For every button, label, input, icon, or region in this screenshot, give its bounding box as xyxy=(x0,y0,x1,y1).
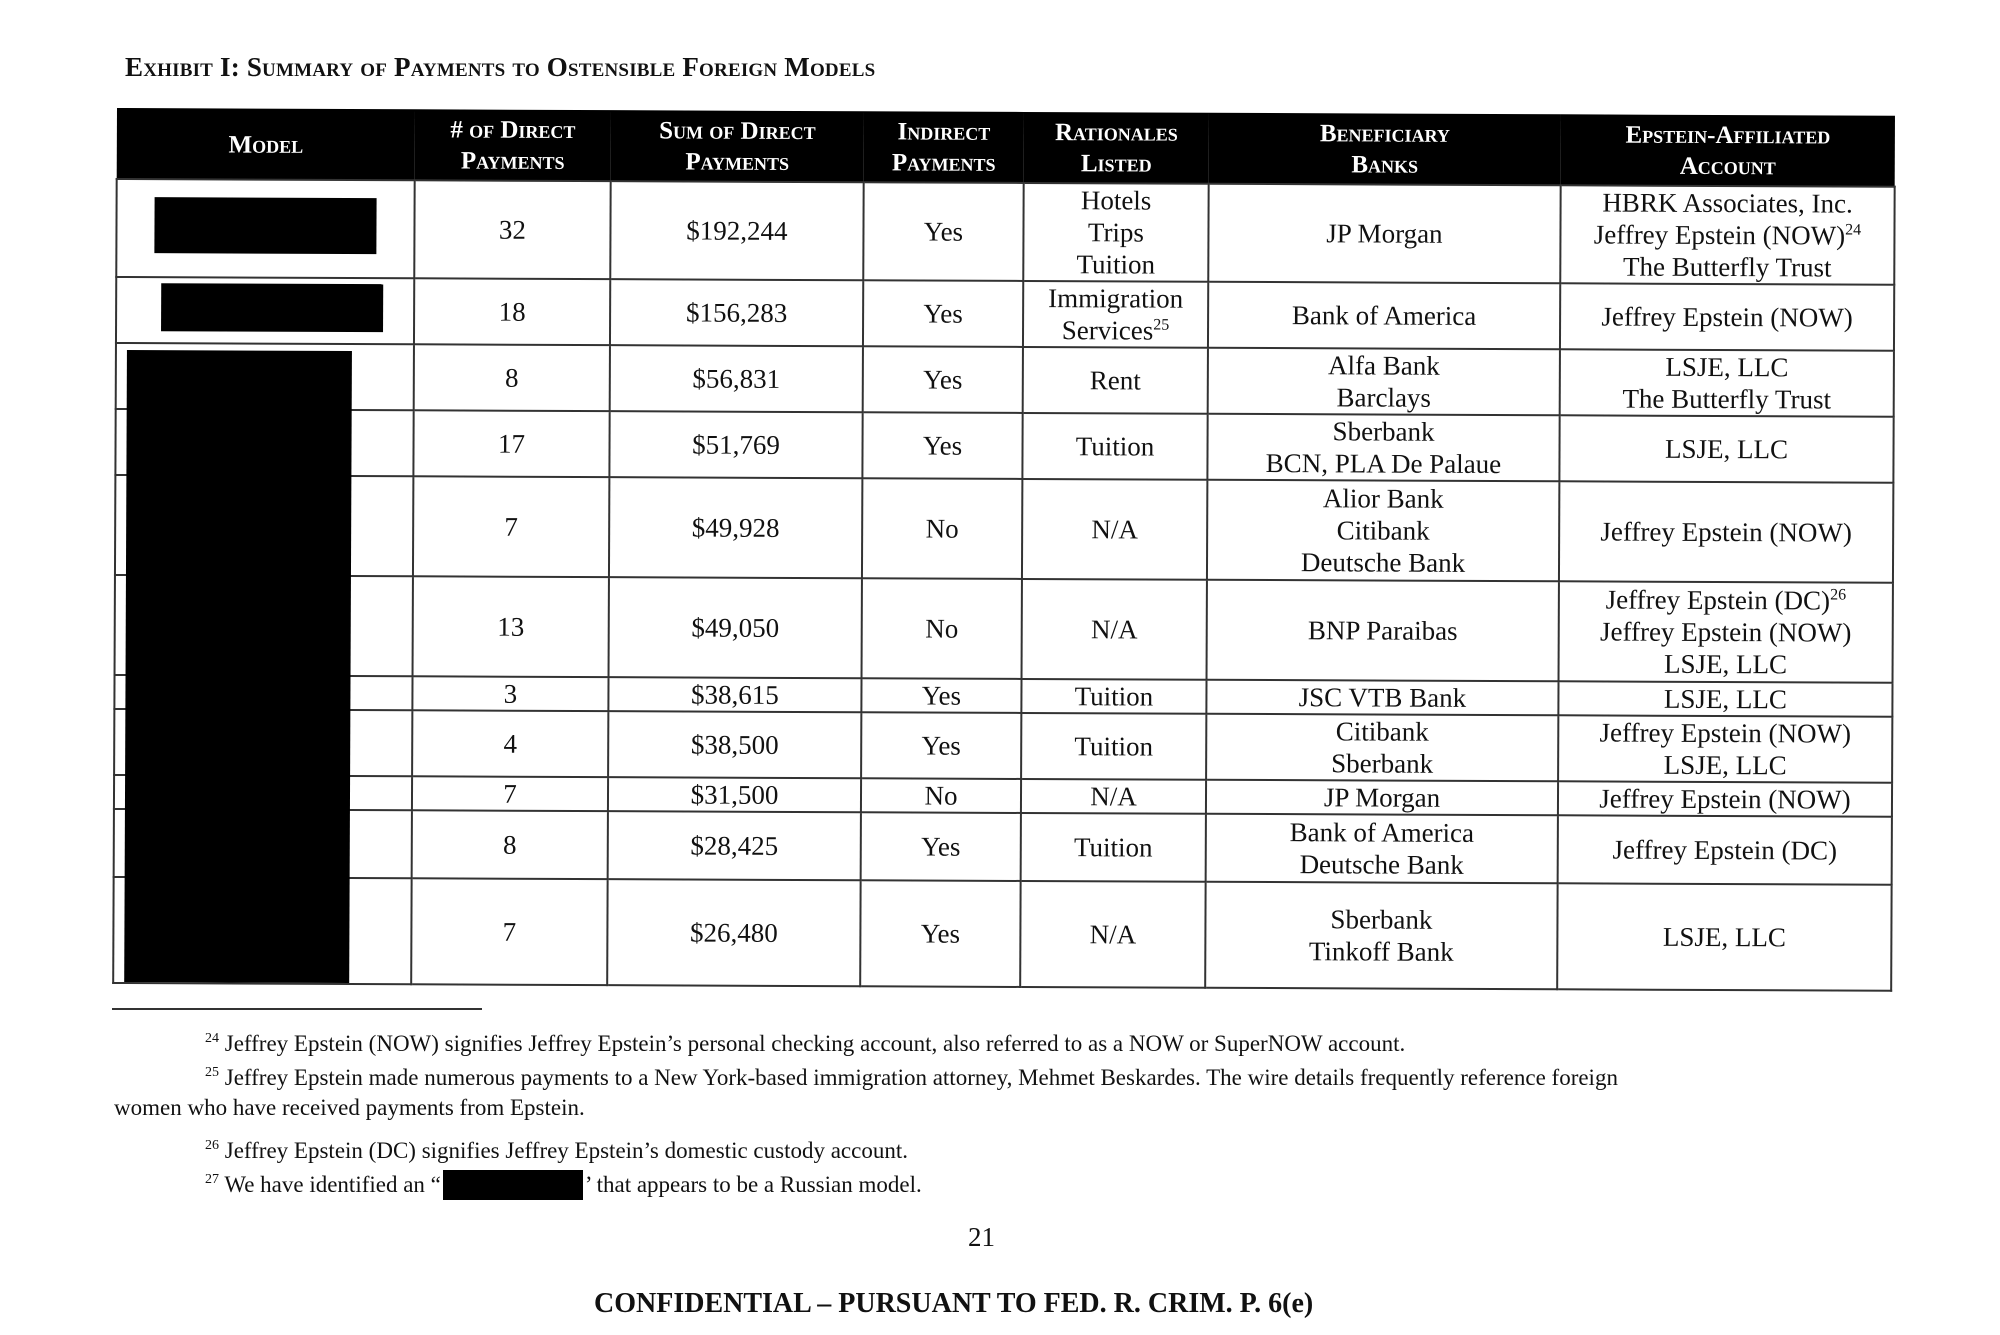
footnote-27 xyxy=(205,1170,922,1200)
column-header-line: Sum of Direct xyxy=(659,117,816,146)
cell-text: N/A xyxy=(1090,781,1137,812)
cell-line xyxy=(1213,415,1555,448)
cell-text: LSJE, LLC xyxy=(1664,433,1789,465)
cell-text: BNP Paraibas xyxy=(1307,615,1458,646)
footnote-24 xyxy=(205,1030,1405,1058)
redaction-block xyxy=(124,350,352,983)
cell-text: Bank of America xyxy=(1289,817,1475,848)
cell-text: Jeffrey Epstein (DC) xyxy=(1605,584,1831,616)
cell-line xyxy=(1212,546,1554,579)
cell-model xyxy=(116,277,414,344)
cell-accounts xyxy=(1557,883,1891,990)
cell-indirect: No xyxy=(861,778,1021,813)
cell-line xyxy=(1563,782,1887,815)
column-header-account xyxy=(1561,114,1895,186)
cell-text: Services xyxy=(1061,315,1154,346)
cell-text: Tuition xyxy=(1076,249,1156,280)
cell-direct-sum: $38,500 xyxy=(608,711,861,778)
cell-text: N/A xyxy=(1090,614,1138,645)
cell-direct-count: 13 xyxy=(413,576,609,677)
cell-line xyxy=(1211,781,1553,814)
footnote-text: We have identified an “ xyxy=(224,1172,441,1197)
cell-accounts xyxy=(1560,185,1894,284)
cell-direct-count: 3 xyxy=(412,676,608,711)
cell-text: LSJE, LLC xyxy=(1664,648,1788,680)
cell-banks xyxy=(1206,714,1558,782)
cell-accounts xyxy=(1560,349,1894,416)
cell-text: Barclays xyxy=(1336,382,1432,413)
cell-line xyxy=(1210,935,1552,968)
cell-line xyxy=(1212,614,1554,647)
footnote-text: ’ that appears to be a Russian model. xyxy=(584,1172,922,1197)
cell-line xyxy=(1564,647,1888,680)
cell-line xyxy=(1213,349,1555,382)
cell-line xyxy=(1562,920,1886,953)
redaction-block xyxy=(154,197,376,254)
cell-text: Tuition xyxy=(1074,681,1154,712)
payments-summary-table xyxy=(112,108,1896,992)
cell-text: LSJE, LLC xyxy=(1663,683,1788,715)
cell-indirect: Yes xyxy=(861,812,1021,881)
cell-text: Trips xyxy=(1087,217,1145,248)
column-header-rationales xyxy=(1024,112,1209,184)
cell-text: Tuition xyxy=(1074,731,1154,762)
cell-line xyxy=(1565,250,1889,283)
cell-direct-sum: $192,244 xyxy=(610,181,863,280)
column-header-line: # of Direct xyxy=(450,116,576,145)
cell-text: HBRK Associates, Inc. xyxy=(1602,187,1853,219)
cell-line xyxy=(1563,682,1887,715)
cell-banks xyxy=(1207,414,1559,482)
footnote-number: 25 xyxy=(205,1065,219,1080)
cell-text: Jeffrey Epstein (NOW) xyxy=(1599,616,1852,648)
footnote-text: women who have received payments from Epstein. xyxy=(114,1095,585,1120)
cell-rationales xyxy=(1021,813,1206,882)
cell-text: LSJE, LLC xyxy=(1665,351,1789,383)
cell-text: JSC VTB Bank xyxy=(1298,682,1467,713)
footnote-26 xyxy=(205,1137,908,1165)
cell-direct-count: 18 xyxy=(414,278,610,345)
table-row xyxy=(114,809,1892,885)
redaction-block xyxy=(443,1170,583,1200)
cell-line xyxy=(1028,314,1203,347)
cell-model xyxy=(116,179,414,278)
footnote-ref: 24 xyxy=(1845,221,1862,239)
cell-line xyxy=(1029,184,1204,217)
cell-line xyxy=(1213,381,1555,414)
cell-rationales xyxy=(1021,779,1206,814)
cell-line xyxy=(1565,382,1889,415)
column-header-line: Account xyxy=(1679,152,1776,181)
footnote-text: Jeffrey Epstein (NOW) signifies Jeffrey Epstein’s personal checking account, also referred to as a NOW or SuperNOW account. xyxy=(224,1031,1406,1056)
cell-line xyxy=(1564,515,1888,548)
cell-text: Sberbank xyxy=(1331,748,1434,779)
cell-indirect: Yes xyxy=(862,412,1022,479)
cell-line xyxy=(1026,680,1201,713)
cell-direct-count: 7 xyxy=(413,476,609,577)
cell-line xyxy=(1212,514,1554,547)
cell-text: Rent xyxy=(1089,365,1141,396)
cell-line xyxy=(1563,716,1887,749)
cell-text: N/A xyxy=(1089,919,1137,950)
cell-line xyxy=(1563,748,1887,781)
cell-text: Jeffrey Epstein (NOW) xyxy=(1600,516,1852,548)
cell-text: The Butterfly Trust xyxy=(1622,383,1832,415)
cell-rationales xyxy=(1023,183,1208,282)
cell-accounts xyxy=(1558,815,1892,884)
cell-text: Jeffrey Epstein (NOW) xyxy=(1599,783,1851,815)
cell-accounts xyxy=(1559,415,1893,482)
cell-direct-count: 7 xyxy=(411,878,607,985)
cell-line xyxy=(1213,299,1555,332)
cell-line xyxy=(1565,218,1889,251)
cell-direct-sum: $28,425 xyxy=(608,811,861,880)
table-row xyxy=(115,575,1893,683)
column-header-line: Epstein-Affiliated xyxy=(1625,121,1831,150)
cell-banks xyxy=(1207,480,1559,582)
cell-text: N/A xyxy=(1091,514,1138,545)
cell-line xyxy=(1212,447,1554,480)
cell-line xyxy=(1211,816,1553,849)
cell-text: Jeffrey Epstein (DC) xyxy=(1612,834,1838,866)
cell-indirect: Yes xyxy=(861,712,1021,779)
cell-accounts xyxy=(1559,581,1893,682)
footnote-text: Jeffrey Epstein made numerous payments to a New York-based immigration attorney, Mehmet Beskardes. The wire details frequently reference foreign xyxy=(224,1065,1618,1090)
footnote-number: 24 xyxy=(205,1031,219,1046)
cell-line xyxy=(1211,848,1553,881)
cell-rationales xyxy=(1021,713,1206,780)
cell-text: The Butterfly Trust xyxy=(1622,251,1832,283)
cell-model xyxy=(116,343,414,410)
cell-direct-count: 17 xyxy=(413,410,609,477)
cell-text: Tuition xyxy=(1073,832,1153,863)
cell-line xyxy=(1028,248,1203,281)
cell-indirect: Yes xyxy=(863,182,1023,281)
cell-direct-sum: $38,615 xyxy=(608,677,861,712)
cell-text: LSJE, LLC xyxy=(1663,749,1787,781)
column-header-direct-count xyxy=(415,109,611,181)
cell-text: JP Morgan xyxy=(1326,218,1443,249)
cell-banks xyxy=(1206,680,1558,716)
payments-table-wrapper xyxy=(112,108,1894,992)
cell-rationales xyxy=(1022,413,1207,480)
table-row xyxy=(115,475,1893,583)
cell-line xyxy=(1565,350,1889,383)
column-header-line: Payments xyxy=(891,149,996,177)
cell-text: BCN, PLA De Palaue xyxy=(1265,448,1502,480)
column-header-line: Listed xyxy=(1080,150,1152,178)
column-header-line: Indirect xyxy=(897,118,991,146)
cell-line xyxy=(1026,730,1201,763)
column-header-indirect xyxy=(864,111,1024,183)
cell-indirect: No xyxy=(862,578,1022,679)
cell-line xyxy=(1213,217,1555,250)
cell-banks xyxy=(1208,348,1560,416)
exhibit-title: Exhibit I: Summary of Payments to Ostensible Foreign Models xyxy=(125,52,876,82)
cell-line xyxy=(1565,300,1889,333)
cell-line xyxy=(1564,615,1888,648)
footnote-divider xyxy=(112,1008,482,1010)
cell-line xyxy=(1211,715,1553,748)
cell-accounts xyxy=(1560,283,1894,350)
cell-line xyxy=(1027,613,1202,646)
cell-indirect: Yes xyxy=(861,678,1021,713)
cell-text: Alior Bank xyxy=(1322,483,1444,514)
cell-line xyxy=(1028,364,1203,397)
page-number: 21 xyxy=(968,1222,995,1252)
footnote-ref: 26 xyxy=(1830,586,1847,604)
cell-accounts xyxy=(1558,781,1892,816)
cell-rationales xyxy=(1022,579,1207,680)
footnote-25 xyxy=(205,1064,1618,1092)
cell-text: Tuition xyxy=(1075,431,1155,462)
cell-line xyxy=(1211,747,1553,780)
cell-line xyxy=(1027,513,1202,546)
cell-line xyxy=(1027,430,1202,463)
cell-banks xyxy=(1206,780,1558,816)
cell-accounts xyxy=(1558,715,1892,782)
cell-text: Citibank xyxy=(1335,716,1429,747)
column-header-line: Payments xyxy=(460,147,565,175)
cell-text: Deutsche Bank xyxy=(1300,547,1466,578)
cell-direct-count: 32 xyxy=(414,180,610,279)
cell-text: JP Morgan xyxy=(1323,782,1441,813)
cell-banks xyxy=(1205,882,1557,990)
footnote-ref: 25 xyxy=(1153,316,1170,334)
cell-text: Jeffrey Epstein (NOW) xyxy=(1593,219,1846,251)
cell-rationales xyxy=(1023,281,1208,348)
column-header-line: Banks xyxy=(1351,151,1419,179)
cell-text: Bank of America xyxy=(1291,300,1477,331)
cell-banks xyxy=(1206,814,1558,884)
cell-text: Tinkoff Bank xyxy=(1308,936,1454,967)
cell-line xyxy=(1212,482,1554,515)
cell-text: Jeffrey Epstein (NOW) xyxy=(1599,717,1852,749)
column-header-model xyxy=(117,108,415,180)
cell-line xyxy=(1028,216,1203,249)
cell-text: LSJE, LLC xyxy=(1662,921,1786,953)
table-body xyxy=(113,179,1894,991)
cell-rationales xyxy=(1022,479,1207,580)
table-row xyxy=(115,409,1893,483)
column-header-line: Payments xyxy=(685,148,790,176)
cell-banks xyxy=(1207,580,1559,682)
cell-indirect: Yes xyxy=(860,880,1020,987)
cell-rationales xyxy=(1021,679,1206,714)
cell-line xyxy=(1210,903,1552,936)
cell-accounts xyxy=(1559,481,1893,582)
footnote-number: 27 xyxy=(205,1172,219,1187)
cell-line xyxy=(1566,186,1890,219)
cell-line xyxy=(1026,780,1201,813)
cell-line xyxy=(1564,432,1888,465)
cell-direct-count: 8 xyxy=(414,344,610,411)
cell-direct-sum: $56,831 xyxy=(610,345,863,412)
cell-line xyxy=(1025,918,1200,951)
table-row xyxy=(116,343,1894,417)
cell-direct-sum: $31,500 xyxy=(608,777,861,812)
cell-banks xyxy=(1208,282,1560,350)
cell-direct-sum: $51,769 xyxy=(609,411,862,478)
table-row xyxy=(113,877,1891,991)
table-row xyxy=(116,277,1894,351)
cell-indirect: No xyxy=(862,478,1022,579)
confidential-notice: CONFIDENTIAL – PURSUANT TO FED. R. CRIM. P. 6(e) xyxy=(594,1288,1314,1319)
cell-text: Immigration xyxy=(1048,283,1184,314)
cell-indirect: Yes xyxy=(863,280,1023,347)
cell-text: Deutsche Bank xyxy=(1299,849,1464,880)
cell-direct-count: 7 xyxy=(412,776,608,811)
table-row xyxy=(116,179,1894,285)
cell-direct-sum: $26,480 xyxy=(607,879,860,986)
cell-banks xyxy=(1208,184,1560,284)
column-header-line: Model xyxy=(228,130,304,159)
cell-text: Hotels xyxy=(1080,185,1152,216)
cell-direct-count: 4 xyxy=(412,710,608,777)
cell-text: Jeffrey Epstein (NOW) xyxy=(1601,301,1853,333)
table-row xyxy=(114,709,1892,783)
cell-direct-sum: $49,928 xyxy=(609,477,862,578)
cell-text: Alfa Bank xyxy=(1327,350,1440,381)
cell-accounts xyxy=(1558,681,1892,716)
cell-text: Citibank xyxy=(1336,515,1430,546)
table-header-row xyxy=(117,108,1895,187)
cell-text: Sberbank xyxy=(1330,904,1433,935)
cell-line xyxy=(1563,833,1887,866)
cell-line xyxy=(1028,282,1203,315)
cell-text: Sberbank xyxy=(1332,416,1435,447)
footnote-number: 26 xyxy=(205,1138,219,1153)
cell-direct-sum: $156,283 xyxy=(610,279,863,346)
footnote-text: Jeffrey Epstein (DC) signifies Jeffrey Epstein’s domestic custody account. xyxy=(224,1138,908,1163)
redaction-block xyxy=(161,283,383,332)
column-header-line: Beneficiary xyxy=(1319,120,1450,148)
column-header-direct-sum xyxy=(611,110,864,182)
cell-line xyxy=(1564,583,1888,616)
cell-rationales xyxy=(1020,881,1205,988)
cell-line xyxy=(1026,831,1201,864)
cell-direct-count: 8 xyxy=(412,810,608,879)
cell-rationales xyxy=(1023,347,1208,414)
footnote-25-continued xyxy=(114,1094,585,1122)
cell-direct-sum: $49,050 xyxy=(609,577,862,678)
cell-line xyxy=(1211,681,1553,714)
cell-indirect: Yes xyxy=(863,346,1023,413)
column-header-banks xyxy=(1209,113,1561,186)
column-header-line: Rationales xyxy=(1054,119,1178,147)
